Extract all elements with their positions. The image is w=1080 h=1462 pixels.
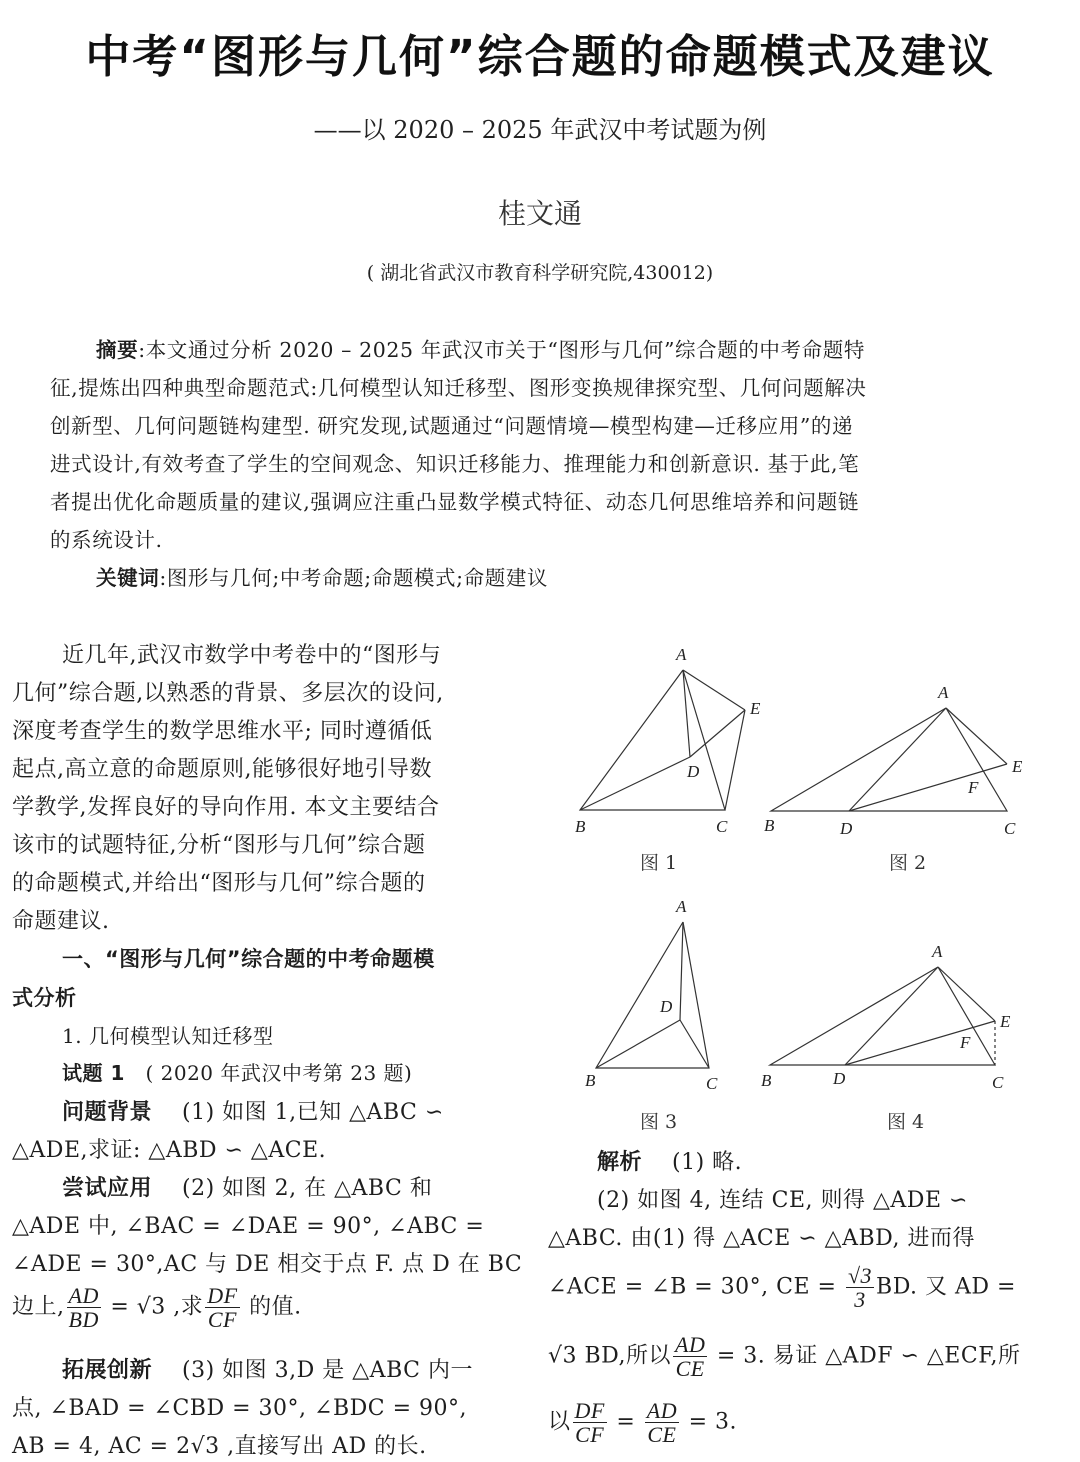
svg-text:D: D xyxy=(660,997,673,1016)
paragraph-line: 该市的试题特征,分析“图形与几何”综合题 xyxy=(12,833,426,858)
keywords-label: 关键词 xyxy=(96,566,160,590)
part1-line: △ADE,求证: △ABD ∽ △ACE. xyxy=(12,1138,327,1163)
subsection-heading: 1. 几何模型认知迁移型 xyxy=(62,1024,274,1048)
abstract-line: 创新型、几何问题链构建型. 研究发现,试题通过“问题情境—模型构建—迁移应用”的递 xyxy=(50,414,854,438)
svg-text:B: B xyxy=(575,817,586,836)
figure-2 xyxy=(764,683,1023,838)
svg-text:B: B xyxy=(761,1071,772,1090)
problem-source: ( 2020 年武汉中考第 23 题) xyxy=(145,1061,413,1085)
solution-line: 以 $\frac{DF}{CF}$ = $\frac{AD}{CE}$ = 3. xyxy=(548,1398,738,1448)
svg-text:B: B xyxy=(764,816,775,835)
paragraph-line: 学教学,发挥良好的导向作用. 本文主要结合 xyxy=(12,795,440,820)
fraction-sqrt3-3: $\frac{√3}{3}$ xyxy=(847,1263,873,1313)
paragraph-line: 起点,高立意的命题原则,能够很好地引导数 xyxy=(12,757,432,782)
svg-text:F: F xyxy=(960,1033,971,1052)
svg-text:A: A xyxy=(932,942,943,961)
fraction-ad-ce: $\frac{AD}{CE}$ xyxy=(675,1332,706,1382)
page-subtitle: ——以 2020 – 2025 年武汉中考试题为例 xyxy=(313,116,767,144)
abstract-line: 者提出优化命题质量的建议,强调应注重凸显数学模式特征、动态几何思维培养和问题链 xyxy=(50,490,859,514)
figure-2-caption: 图 2 xyxy=(889,852,927,874)
part2-line: ∠ADE = 30°,AC 与 DE 相交于点 F. 点 D 在 BC xyxy=(12,1252,523,1277)
part1-line: 问题背景 (1) 如图 1,已知 △ABC ∽ xyxy=(62,1100,444,1125)
svg-text:D: D xyxy=(833,1069,846,1088)
solution-line: ∠ACE = ∠B = 30°, CE = $\frac{√3}{3}$ BD. 又 AD = xyxy=(548,1263,1016,1313)
part1-label: 问题背景 xyxy=(62,1100,153,1125)
part3-line: AB = 4, AC = 2√3 ,直接写出 AD 的长. xyxy=(12,1434,427,1459)
figure-3-caption: 图 3 xyxy=(640,1111,678,1133)
section-heading: 式分析 xyxy=(12,986,77,1010)
abstract-label: 摘要 xyxy=(96,338,139,362)
author-affiliation: ( 湖北省武汉市教育科学研究院,430012) xyxy=(366,262,714,284)
abstract-line: 进式设计,有效考查了学生的空间观念、知识迁移能力、推理能力和创新意识. 基于此,笔 xyxy=(50,452,860,476)
solution-label: 解析 xyxy=(597,1150,643,1175)
fraction-ad-bd: $\frac{AD}{BD}$ xyxy=(68,1283,99,1333)
svg-text:D: D xyxy=(687,762,700,781)
solution-line: √3 BD,所以 $\frac{AD}{CE}$ = 3. 易证 △ADF ∽ △ECF,所 xyxy=(548,1332,1021,1382)
solution-line: △ABC. 由(1) 得 △ACE ∽ △ABD, 进而得 xyxy=(548,1226,976,1251)
figure-3 xyxy=(585,897,718,1093)
part2-line: 尝试应用 (2) 如图 2, 在 △ABC 和 xyxy=(62,1176,433,1201)
paragraph-line: 近几年,武汉市数学中考卷中的“图形与 xyxy=(62,643,442,668)
solution-line: 解析 (1) 略. xyxy=(597,1150,743,1175)
page-title: 中考“图形与几何”综合题的命题模式及建议 xyxy=(85,30,995,83)
figure-4 xyxy=(761,942,1011,1092)
fraction-ad-ce: $\frac{AD}{CE}$ xyxy=(646,1398,678,1448)
abstract-line: 的系统设计. xyxy=(50,528,163,552)
section-heading: 一、“图形与几何”综合题的中考命题模 xyxy=(62,947,435,971)
svg-text:E: E xyxy=(1000,1012,1011,1031)
part2-label: 尝试应用 xyxy=(62,1176,153,1201)
part3-line: 拓展创新 (3) 如图 3,D 是 △ABC 内一 xyxy=(62,1358,473,1383)
solution-line: (2) 如图 4, 连结 CE, 则得 △ADE ∽ xyxy=(597,1188,968,1213)
figure-4-caption: 图 4 xyxy=(887,1111,925,1133)
fraction-df-cf: $\frac{DF}{CF}$ xyxy=(207,1283,238,1333)
figure-1 xyxy=(575,645,761,836)
svg-text:C: C xyxy=(1004,819,1016,838)
paragraph-line: 深度考查学生的数学思维水平; 同时遵循低 xyxy=(12,719,433,744)
part2-line: △ADE 中, ∠BAC = ∠DAE = 90°, ∠ABC = xyxy=(12,1214,485,1239)
part3-line: 点, ∠BAD = ∠CBD = 30°, ∠BDC = 90°, xyxy=(12,1396,467,1421)
svg-text:E: E xyxy=(750,699,761,718)
svg-text:A: A xyxy=(676,897,687,916)
svg-text:B: B xyxy=(585,1071,596,1090)
svg-text:C: C xyxy=(706,1074,718,1093)
figure-1-caption: 图 1 xyxy=(640,852,678,874)
fraction-df-cf: $\frac{DF}{CF}$ xyxy=(574,1398,605,1448)
svg-text:A: A xyxy=(676,645,687,664)
paragraph-line: 几何”综合题,以熟悉的背景、多层次的设问, xyxy=(12,681,444,706)
svg-text:E: E xyxy=(1012,757,1023,776)
part3-label: 拓展创新 xyxy=(62,1358,153,1383)
paragraph-line: 命题建议. xyxy=(12,909,110,934)
abstract-line: 征,提炼出四种典型命题范式:几何模型认知迁移型、图形变换规律探究型、几何问题解决 xyxy=(50,376,867,400)
keywords: 关键词:图形与几何;中考命题;命题模式;命题建议 xyxy=(96,566,549,590)
svg-text:A: A xyxy=(938,683,949,702)
problem-label: 试题 1 xyxy=(62,1061,125,1085)
part2-line: 边上, $\frac{AD}{BD}$ = √3 ,求 $\frac{DF}{CF}$ 的值. xyxy=(12,1283,302,1333)
svg-text:C: C xyxy=(716,817,728,836)
author-name: 桂文通 xyxy=(497,197,582,230)
svg-text:F: F xyxy=(968,778,979,797)
svg-text:D: D xyxy=(840,819,853,838)
abstract-line: 摘要:本文通过分析 2020 – 2025 年武汉市关于“图形与几何”综合题的中考命题特 xyxy=(96,338,865,362)
paragraph-line: 的命题模式,并给出“图形与几何”综合题的 xyxy=(12,871,426,896)
svg-text:C: C xyxy=(992,1073,1004,1092)
